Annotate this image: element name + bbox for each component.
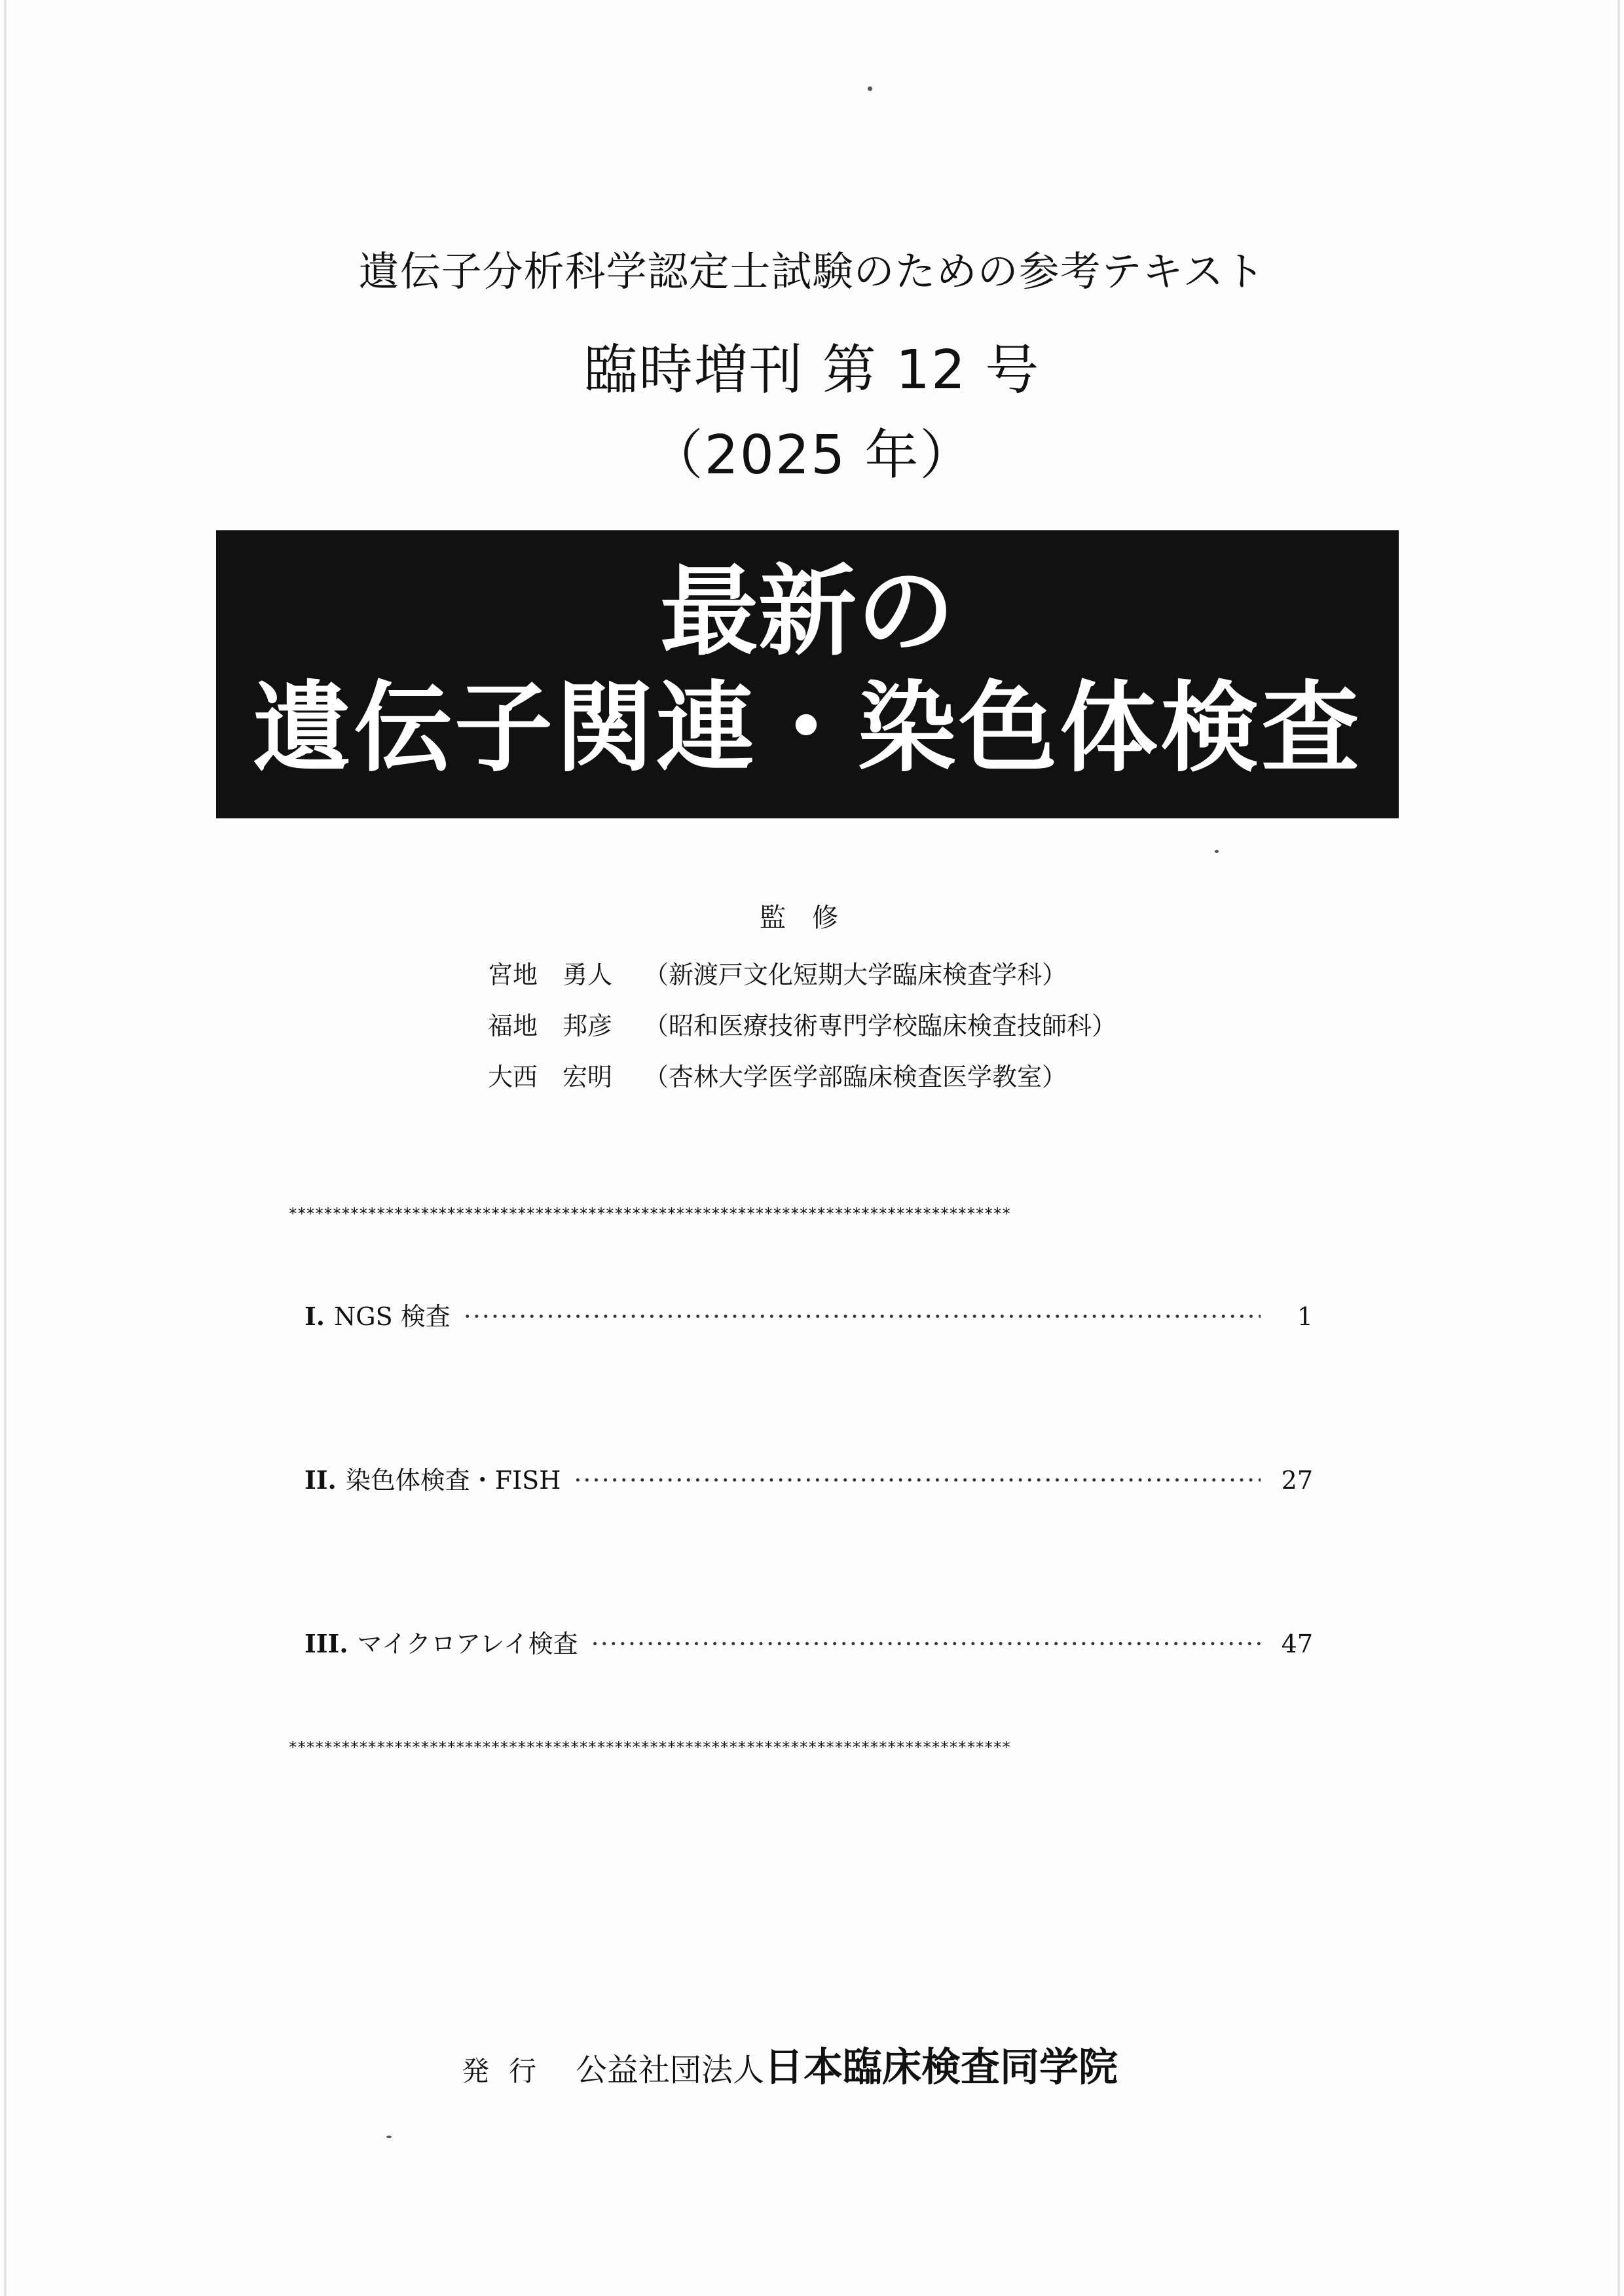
toc-label: 染色体検査・FISH bbox=[345, 1466, 561, 1495]
supervisor-affiliation: （昭和医療技術専門学校臨床検査技師科） bbox=[644, 1011, 1117, 1040]
toc-number: II. bbox=[304, 1465, 337, 1495]
toc-entry[interactable] bbox=[304, 1624, 1313, 1663]
supervisor-name: 宮地 勇人 bbox=[488, 960, 613, 989]
divider-top: ********************************************************************************** bbox=[288, 1205, 1010, 1223]
issue-year: （2025 年） bbox=[649, 424, 975, 486]
toc-page: 27 bbox=[1281, 1466, 1313, 1495]
toc-leader bbox=[591, 1630, 1261, 1658]
toc-label: NGS 検査 bbox=[334, 1302, 451, 1331]
supervisor-name: 福地 邦彦 bbox=[488, 1011, 613, 1040]
toc-page: 1 bbox=[1297, 1302, 1313, 1331]
toc-entry[interactable] bbox=[304, 1460, 1313, 1499]
publisher-line bbox=[462, 2036, 1118, 2092]
divider-bottom: ********************************************************************************** bbox=[288, 1738, 1010, 1757]
supervisor-affiliation: （新渡戸文化短期大学臨床検査学科） bbox=[644, 960, 1067, 989]
publisher-label: 発行 bbox=[462, 2055, 557, 2087]
series-subtitle: 遺伝子分析科学認定士試験のための参考テキスト bbox=[358, 247, 1266, 295]
toc-number: I. bbox=[304, 1302, 325, 1331]
toc-entry[interactable] bbox=[304, 1296, 1313, 1336]
publisher-prefix: 公益社団法人 bbox=[576, 2052, 765, 2088]
toc-number: III. bbox=[304, 1629, 348, 1658]
supervisor-row bbox=[488, 949, 1116, 1000]
issue-number: 臨時増刊 第 12 号 bbox=[583, 339, 1041, 401]
scan-speck bbox=[1215, 850, 1219, 853]
supervision-heading: 監修 bbox=[760, 903, 864, 933]
toc-leader bbox=[574, 1466, 1261, 1495]
toc-page: 47 bbox=[1281, 1630, 1313, 1658]
title-banner bbox=[216, 530, 1399, 818]
scan-speck bbox=[386, 2136, 392, 2138]
toc-leader bbox=[464, 1302, 1261, 1331]
title-line-1: 最新の bbox=[659, 555, 955, 669]
toc-label: マイクロアレイ検査 bbox=[357, 1630, 578, 1658]
title-line-2: 遺伝子関連・染色体検査 bbox=[252, 671, 1362, 786]
scan-speck bbox=[868, 86, 872, 91]
supervisor-affiliation: （杏林大学医学部臨床検査医学教室） bbox=[644, 1063, 1067, 1091]
supervisor-name: 大西 宏明 bbox=[488, 1063, 613, 1091]
supervisor-list bbox=[488, 949, 1116, 1102]
supervisor-row bbox=[488, 1051, 1116, 1102]
publisher-name: 日本臨床検査同学院 bbox=[764, 2045, 1118, 2090]
supervisor-row bbox=[488, 1000, 1116, 1051]
